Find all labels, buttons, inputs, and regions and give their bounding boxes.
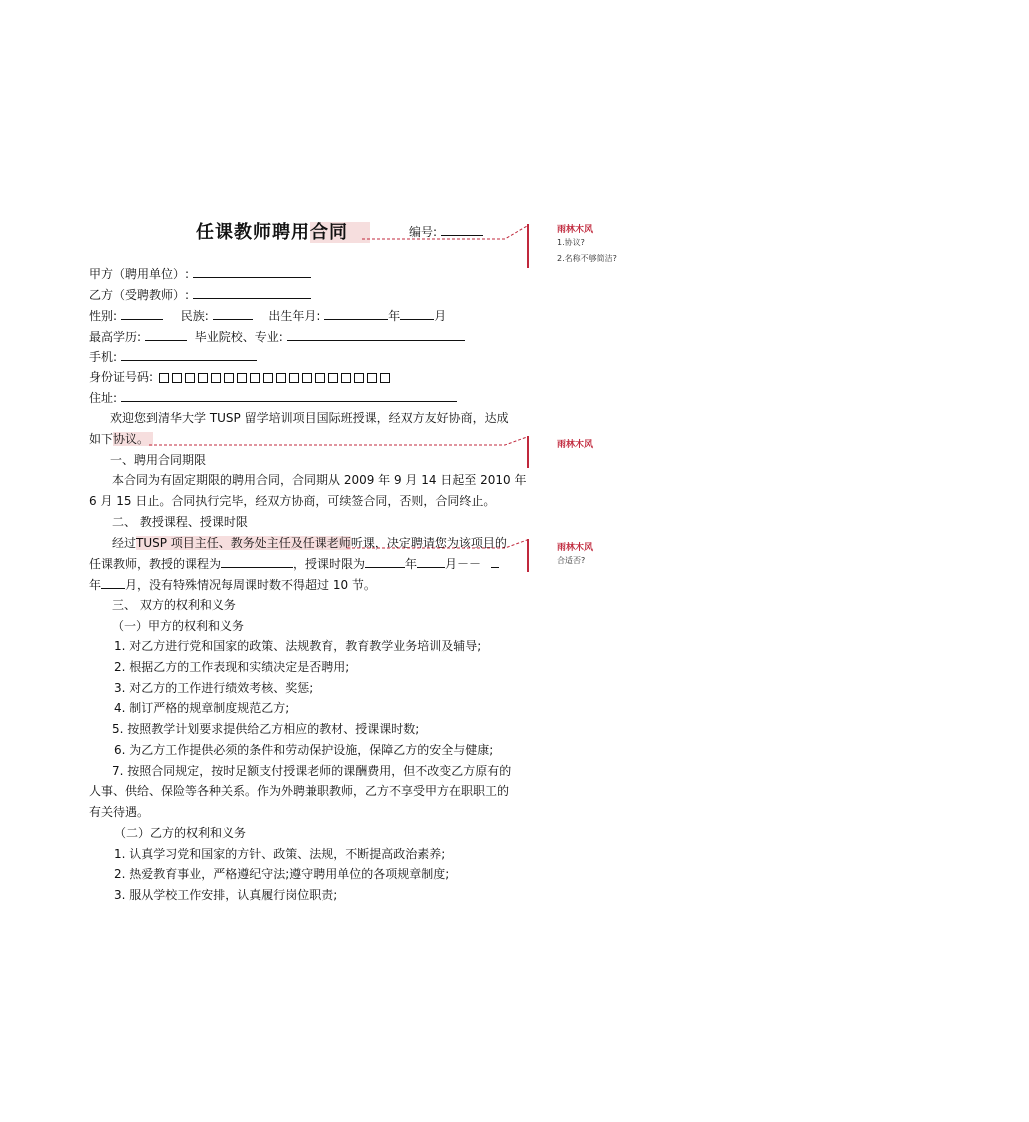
comment-marker [527,539,529,572]
number-blank[interactable] [441,224,483,236]
birth-year-blank[interactable] [324,308,388,320]
personal-row [89,308,446,323]
end-month-blank[interactable] [101,577,125,589]
party-a-blank[interactable] [193,266,311,278]
gender-label: 性别: [89,309,118,323]
education-blank[interactable] [145,329,187,341]
section-1-title: 一、聘用合同期限 [110,453,207,467]
party-b-label: 乙方（受聘教师）: [89,288,190,302]
intro-line-1: 欢迎您到清华大学 TUSP 留学培训项目国际班授课，经双方友好协商，达成 [110,411,509,425]
sub-1-item-7-end: 有关待遇。 [89,805,150,819]
section-1-line-2: 6 月 15 日止。合同执行完毕，经双方协商，可续签合同，否则，合同终止。 [89,494,496,508]
sub-1-title: （一）甲方的权利和义务 [112,619,245,633]
address-row [89,390,457,405]
comment-author[interactable]: 雨林木风 [557,543,594,553]
comment-text[interactable]: 1.协议? [557,238,585,247]
sub-1-item: 7. 按照合同规定，按时足额支付授课老师的课酬费用，但不改变乙方原有的 [112,764,512,778]
ethnicity-label: 民族: [180,309,209,323]
period-month-label: 月－－ [445,557,482,571]
section-2-line-1 [112,536,507,550]
period-year-label: 年 [405,557,418,571]
hours-limit-text: 月，没有特殊情况每周课时数不得超过 10 节。 [125,578,376,592]
party-b-blank[interactable] [193,287,311,299]
section-2-line-3 [89,577,376,592]
section-2-text-b: 听课，决定聘请您为该项目的 [350,536,507,550]
school-major-blank[interactable] [287,329,465,341]
period-label: ，授课时限为 [293,557,366,571]
party-b-row [89,287,311,302]
sub-2-title: （二）乙方的权利和义务 [114,826,247,840]
comment-text[interactable]: 合适否? [557,556,586,565]
school-major-label: 毕业院校、专业: [194,330,283,344]
sub-2-item: 1. 认真学习党和国家的方针、政策、法规，不断提高政治素养; [114,847,446,861]
period-year-blank[interactable] [365,556,405,568]
month-label: 月 [434,309,447,323]
id-row [89,370,393,385]
title-highlight[interactable]: 合同 [310,222,370,243]
section-2-line-2 [89,556,499,571]
education-label: 最高学历: [89,330,142,344]
phone-label: 手机: [89,350,118,364]
section-1-line-1: 本合同为有固定期限的聘用合同，合同期从 2009 年 9 月 14 日起至 2010 年 [112,473,527,487]
period-end-blank[interactable] [491,556,499,568]
number-field [409,224,483,239]
sub-1-item: 4. 制订严格的规章制度规范乙方; [114,701,290,715]
comment-marker [527,224,529,268]
comment-marker [527,436,529,468]
section-2-text-a: 经过 [112,536,137,550]
end-year-label: 年 [89,578,102,592]
section-2-highlight[interactable]: TUSP 项目主任、教务处主任及任课老师 [136,536,351,550]
title-main: 任课教师聘用 [196,222,310,243]
sub-1-item: 6. 为乙方工作提供必须的条件和劳动保护设施，保障乙方的安全与健康; [114,743,494,757]
intro-highlight[interactable]: 协议。 [113,432,153,446]
sub-1-item: 5. 按照教学计划要求提供给乙方相应的教材、授课课时数; [112,722,420,736]
party-a-row [89,266,311,281]
id-number-boxes[interactable] [159,371,393,385]
intro-line-2 [89,432,153,446]
contract-title [196,218,370,244]
section-2-title: 二、 教授课程、授课时限 [112,515,248,529]
sub-2-item: 3. 服从学校工作安排，认真履行岗位职责; [114,888,338,902]
gender-blank[interactable] [121,308,163,320]
comment-author[interactable]: 雨林木风 [557,225,594,235]
sub-1-item-7-continued: 人事、供给、保险等各种关系。作为外聘兼职教师，乙方不享受甲方在职职工的 [89,784,510,798]
sub-1-item: 3. 对乙方的工作进行绩效考核、奖惩; [114,681,314,695]
address-blank[interactable] [121,390,457,402]
year-label: 年 [388,309,401,323]
birth-label: 出生年月: [268,309,321,323]
period-month-blank[interactable] [417,556,445,568]
birth-month-blank[interactable] [400,308,434,320]
number-label: 编号: [409,225,438,239]
course-label: 任课教师，教授的课程为 [89,557,222,571]
sub-2-item: 2. 热爱教育事业，严格遵纪守法;遵守聘用单位的各项规章制度; [114,867,450,881]
course-blank[interactable] [221,556,293,568]
id-label: 身份证号码: [89,370,154,384]
ethnicity-blank[interactable] [213,308,253,320]
party-a-label: 甲方（聘用单位）: [89,267,190,281]
address-label: 住址: [89,391,118,405]
section-3-title: 三、 双方的权利和义务 [112,598,236,612]
sub-1-item: 2. 根据乙方的工作表现和实绩决定是否聘用; [114,660,350,674]
comment-text[interactable]: 2.名称不够简洁? [557,254,617,263]
intro-line-2-text: 如下 [89,432,114,446]
phone-blank[interactable] [121,349,257,361]
phone-row [89,349,257,364]
education-row [89,329,465,344]
comment-author[interactable]: 雨林木风 [557,440,594,450]
sub-1-item: 1. 对乙方进行党和国家的政策、法规教育，教育教学业务培训及辅导; [114,639,482,653]
